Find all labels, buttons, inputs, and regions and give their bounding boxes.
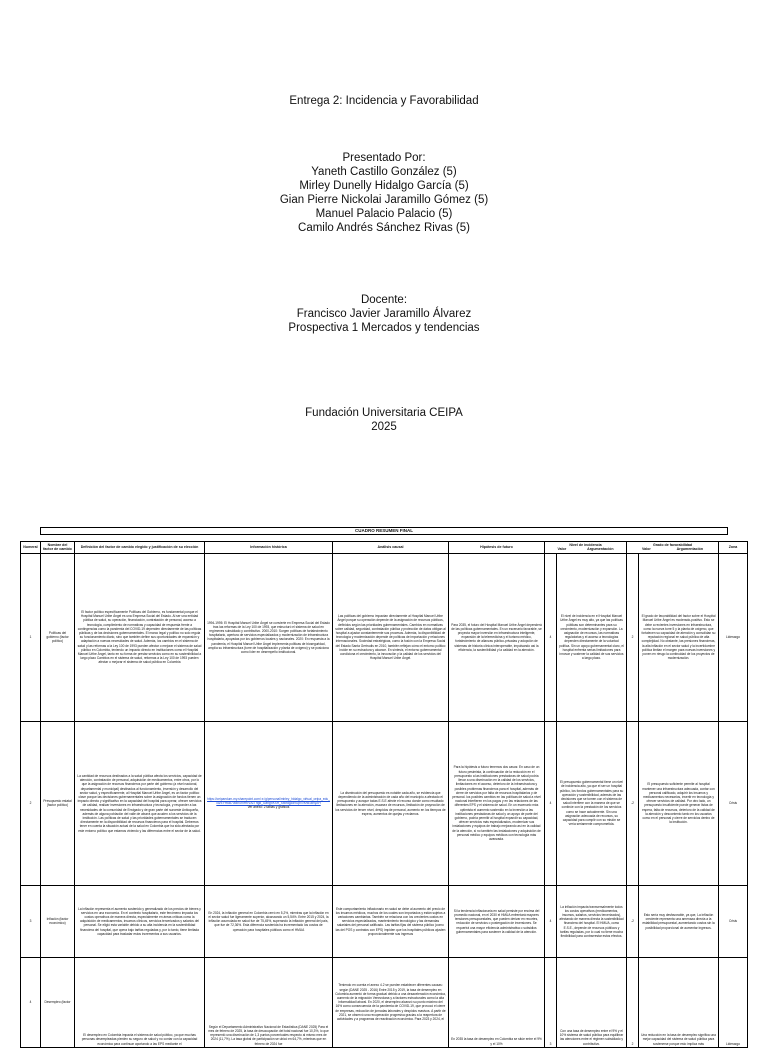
header-favorabilidad: [627, 542, 719, 554]
header-zona: Zona: [719, 542, 748, 554]
cell-zona: Crisis: [719, 721, 748, 885]
teacher-label: Docente:: [360, 294, 408, 306]
cell-favorabilidad-argumentacion: Esto sería muy desfavorable, ya que, La inflación creciente representa una amenaza directa a la estabilidad presupuestal, aumentando costos sin la posibilidad proporcional de aumentar ingresos.: [639, 885, 719, 957]
header-definicion: Definición del factor de cambio elegido y justificación de su elección: [75, 542, 205, 554]
header-valor: Valor: [557, 547, 567, 552]
cell-causal: Las políticas del gobierno impactan directamente al Hospital Manuel Uribe Ángel porque su operación depende de la asignación de recursos públicos, definidos según las prioridades gubernamentales. Cambios en normativas sobre calidad, seguridad, contratación pública y protección de datos obligan al hospital a ajustar constantemente sus procesos. Además, la disponibilidad de tecnología y modernización depende de políticas de importación y relaciones internacionales. Sociedad estratégicas, como la fusión con la Empresa Social del Estado Santa Gertrudis en 2010, también reflejan cómo el entorno político incide en su estructura y alcance. En síntesis, el entorno gubernamental condiciona el crecimiento, la innovación y la calidad de los servicios del Hospital Manuel Uribe Ángel.: [333, 553, 449, 721]
header-favorabilidad-sub: [629, 547, 716, 551]
table-row: [21, 885, 748, 957]
cell-favorabilidad-argumentacion: Una reducción en la tasa de desempleo significa una mejor capacidad del sistema de salud pública para sostenerse porque esto implica más: [639, 957, 719, 1047]
historica-link[interactable]: https://ceipaedum-my.sharepoint.com/:x:/g/personal/mirley_hidalgo_virtual_ceipa_edu_co/EYH6B7ut4K0nIHKVzZThg8_Gang9XSH_Sxkfdg3d9Gpx7ezw1B9yZH: [207, 797, 330, 806]
cell-favorabilidad-valor: -2: [627, 721, 639, 885]
header-hipotesis: Hipótesis de futuro: [449, 542, 545, 554]
presented-by-label: Presentado Por:: [342, 152, 426, 164]
cell-hipotesis: En 2035 la tasa de desempleo en Colombia se sitúe entre el 9% y el 10%: [449, 957, 545, 1047]
author-name: Manuel Palacio Palacio (5): [315, 208, 453, 220]
cell-zona: Liderazgo: [719, 957, 748, 1047]
course-name: Prospectiva 1 Mercados y tendencias: [288, 322, 480, 334]
author-name: Mirley Dunelly Hidalgo García (5): [299, 180, 469, 192]
author-name: Yaneth Castillo González (5): [311, 166, 457, 178]
historica-note: Ver anexo: 2 tablas y gráficos: [247, 805, 290, 810]
document-title: Entrega 2: Incidencia y Favorabilidad: [289, 95, 479, 107]
cell-incidencia-argumentacion: La inflación impacta transversalmente todos los costos operativos (medicamentos, insumos, salarios, servicios tercerizados), afectando de manera directa la sostenibilidad financiera del hospital. El HMUA, como E.S.E., depende de recursos públicos y tarifas reguladas, por lo cual no tiene mucha flexibilidad para contrarrestar estos efectos.: [557, 885, 627, 957]
cell-definicion: La inflación representa el aumento sostenido y generalizado de los precios de bienes y servicios en una economía. En el contexto hospitalario, este fenómeno impacta los costos operativos de manera directa, especialmente en áreas críticas como la adquisición de medicamentos, insumos clínicos, servicios tercerizados y salarios del personal. Se eligió esta variable debido a su alta incidencia en la sostenibilidad financiera del hospital, que opera bajo tarifas reguladas y, por lo tanto, tiene limitada capacidad para trasladar estos incrementos a sus usuarios.: [75, 885, 205, 957]
cell-incidencia-argumentacion: Con una tasa de desempleo entre el 9% y el 10% sistema de salud pública para equilibrar las atenciones entre el régimen subsidiado y contributivo.: [557, 957, 627, 1047]
cell-causal: Teniendo en cuenta el anexo 4.2 se pueden establecer diferentes causas: según (DANE 2025 - 2016) Entre 2015 y 2019, la tasa de desempleo en Colombia aumentó de forma gradual debido a una desaceleración económica, aumento de la migración Venezolana y a factores estructurales como la alta informalidad laboral. En 2020, el desempleo alcanzó su punto máximo del 16% como consecuencia de la pandemia de COVID-19, que provocó el cierre de empresas, reducción de jornadas laborales y despidos masivos. A partir de 2021, se observó una recuperación progresiva gracias a la reapertura de actividades y a programas de reactivación económica. Para 2023 y 2024, el: [333, 957, 449, 1047]
cell-incidencia-valor: 4: [545, 553, 557, 721]
cell-favorabilidad-argumentacion: El grado de favorabilidad del factor sobre el Hospital Manuel Uribe Ángel es moderado-positivo. Esto se debe a recientes inversiones en infraestructura, como la nueva torre 5 y la planta de oxígeno, que fortalecen su capacidad de atención y consolidan su reputación regional en salud pública de alta complejidad. No obstante, las presiones financieras, la alta inflación en el sector salud y la incertidumbre política limitan el margen para nuevas inversiones y ponen en riesgo la continuidad de los proyectos de modernización.: [639, 553, 719, 721]
cell-definicion: La cantidad de recursos destinados a la salud pública afecta los servicios, capacidad de atención, contratación de personal, adquisición de medicamentos, entre otros, por lo que la asignación de recursos financieros por parte del gobierno (a nivel nacional, departamental y municipal) destinados al funcionamiento, inversión y desarrollo del sector salud, y específicamente, al Hospital Manuel Uribe Ángel, es un factor político clave porque las decisiones gubernamentales sobre la asignación de fondos tienen un impacto directo y significativo en la capacidad del hospital para operar, ofrecer servicios de calidad, realizar inversiones en infraestructura y tecnología, y responder a las necesidades de la comunidad de Envigado y de gran parte del suroeste Antioqueño, además de alguna población del valle de aburrá que acuden a los servicios de la institución. Las políticas de salud y las prioridades gubernamentales se traducen directamente en la disponibilidad de recursos financieros para el hospital. Debemos tener en cuenta la situación actual de la salud en Colombia que ha sido afectada por este entorno político que estamos viviendo y las diferencias entre el sector de la salud.: [75, 721, 205, 885]
cell-historica: Según el Departamento Administrativo Nacional de Estadística (DANE 2025) Para el mes de febrero de 2025, la tasa de desocupación del total nacional fue 10,3%, lo que representó una disminución de 1,3 puntos porcentuales respecto al mismo mes de 2024 (11,7%). La tasa global de participación se ubicó en 64,7%, mientras que en febrero de 2024 fue: [205, 957, 333, 1047]
cell-incidencia-valor: 4: [545, 885, 557, 957]
cell-historica: En 2024, la inflación general en Colombia cerró en 5,2%, mientras que la inflación en el sector salud fue ligeramente superior, alcanzando un 5,54%. Entre 2015 y 2024, la inflación acumulada en salud fue de 75,45%, superando la inflación general del país, que fue de 72,36%. Esta diferencia sostenida ha incrementado los costos de operación para hospitales públicos como el HMUA: [205, 885, 333, 957]
header-argumentacion: Argumentación: [676, 547, 704, 552]
cell-numeral: 3: [21, 885, 41, 957]
cell-historica: 1994-1995: El Hospital Manuel Uribe Ángel se convierte en Empresa Social del Estado tras las reformas de la Ley 100 de 1993, que estructuró el sistema de salud en regímenes subsidiado y contributivo. 2000-2010: Surgen políticas de fortalecimiento hospitalario, apertura de servicios especializados y modernización de infraestructura hospitalaria, apoyadas por los gobiernos locales y nacionales. 2020: En respuesta a la pandemia, el Hospital Manuel Uribe Ángel implementa políticas de bioseguridad, amplía su infraestructura (torre de hospitalización y planta de oxígeno) y se posiciona como líder en desempeño institucional.: [205, 553, 333, 721]
cell-favorabilidad-argumentacion: El presupuesto suficiente permite al hospital mantener una infraestructura adecuada, contar con personal calificado, adquirir los insumos y medicamentos necesarios, invertir en tecnología y ofrecer servicios de calidad. Por otro lado, un presupuesto insuficiente puede generar listas de espera, falta de recursos, deterioro de la calidad de la atención y descontento tanto en los usuarios como en el personal y cierre de servicios dentro de la institución.: [639, 721, 719, 885]
cell-factor: Inflación (factor económico): [41, 885, 75, 957]
cell-incidencia-valor: 4: [545, 721, 557, 885]
cell-favorabilidad-valor: -2: [627, 885, 639, 957]
table-caption: CUADRO RESUMEN FINAL: [40, 527, 728, 535]
institution-name: Fundación Universitaria CEIPA: [305, 407, 463, 419]
header-row: [21, 542, 748, 554]
cell-numeral: 1: [21, 553, 41, 721]
cell-zona: Liderazgo: [719, 553, 748, 721]
cell-factor: Desempleo (factor: [41, 957, 75, 1047]
cell-definicion: El desempleo en Colombia impacta el sistema de salud público, ya que muchas personas desempleadas pierden su seguro de salud y no contar con la capacidad económica para continuar aportando a las EPS mediante el: [75, 957, 205, 1047]
cell-numeral: 2: [21, 721, 41, 885]
author-name: Camilo Andrés Sánchez Rivas (5): [298, 222, 470, 234]
summary-table: [20, 541, 748, 1048]
cell-favorabilidad-valor: 2: [627, 957, 639, 1047]
header-numeral: Numeral: [21, 542, 41, 554]
header-factor: Nombre del factor de cambio: [41, 542, 75, 554]
table-row: [21, 721, 748, 885]
cell-causal: Este comportamiento inflacionario en salud se debe al aumento del precio de los insumos médicos, muchos de los cuales son importados y están sujetos a variaciones cambiarias. También se relaciona con los crecientes costos en servicios especializados, mantenimiento tecnológico y las demandas salariales del personal calificado. Las tarifas fijas del sistema público (como las del POS y contratos con EPS) impiden que los hospitales públicos ajusten proporcionalmente sus ingresos: [333, 885, 449, 957]
header-incidencia-sub: [547, 547, 624, 551]
cell-definicion: El factor político específicamente Políticas del Gobierno, es fundamental porque el Hospital Manuel Uribe Ángel es una Empresa Social del Estado. Al ser una entidad pública de salud, su operación, financiación, contratación de personal, acceso a tecnología, cumplimiento de normativas y capacidad de respuesta frente a contingencias como la pandemia del COVID-19 dependen directamente de las políticas públicas y de las decisiones gubernamentales. El marco legal y político no solo regula su funcionamiento diario, sino que también define sus oportunidades de expansión y adaptación a nuevas necesidades de salud. Además, los cambios en el sistema de salud y las reformas a la Ley 100 de 1993 pueden afectar o mejorar el sistema de salud público en Colombia, teniendo un impacto directo en instituciones como el Hospital Manuel Uribe Ángel, tanto en su forma de prestar servicios como en su sostenibilidad a largo plazo Cambios en el sistema de salud, reformas a la Ley 100 de 1993 pueden afectar o mejorar el sistema de salud pública en Colombia: [75, 553, 205, 721]
cell-favorabilidad-valor: 2: [627, 553, 639, 721]
cell-incidencia-argumentacion: El presupuesto gubernamental tiene un nivel de incidencia alto, ya que el ser un hospital público, los fondos gubernamentales para su operación y sostenibilidad, además de las decisiones que se tomen con el sistema de salud interfiere con la manera de que se continúe con la prestación de los servicios como se hace actualmente. Sin una asignación adecuada de recursos, su capacidad para cumplir con su misión se vería seriamente comprometida.: [557, 721, 627, 885]
cell-hipotesis: Para 2035, el futuro del Hospital Manuel Uribe Ángel dependerá de las políticas gubernamentales. En un escenario favorable, se proyecta mayor inversión en infraestructura inteligente, expansión de la telemedicina y el turismo médico, fortalecimiento de alianzas público-privadas y adopción de sistemas de historia clínica interoperable, impulsando así la eficiencia, la sostenibilidad y la calidad en la atención.: [449, 553, 545, 721]
cell-historica: [205, 721, 333, 885]
table-row: [21, 553, 748, 721]
cell-causal: La disminución del presupuesto es notable cada año, se evidencia que dependiendo de la administración de cada año del municipio a afectado el presupuesto y aunque todas E.S.E afecte el recurso donde como resultado limitaciones en la atención, escasez de recursos, limitación de proyección de los servicios de tercer nivel, despidos de personal, aumento en los tiempos de espera, aumentos de quejas y reclamos.: [333, 721, 449, 885]
cell-numeral: 4: [21, 957, 41, 1047]
header-incidencia: [545, 542, 627, 554]
header-valor: Valor: [641, 547, 651, 552]
header-historica: Información histórica: [205, 542, 333, 554]
year: 2025: [371, 421, 397, 433]
header-argumentacion: Argumentación: [587, 547, 614, 552]
cell-zona: Crisis: [719, 885, 748, 957]
cell-factor: Presupuesto estatal (factor político): [41, 721, 75, 885]
author-name: Gian Pierre Nickolai Jaramillo Gómez (5): [279, 194, 489, 206]
cell-incidencia-argumentacion: El nivel de incidencia en el Hospital Manuel Uribe Ángel es muy alto, ya que las políticas públicas son determinantes para su crecimiento, modernización y expansión. La asignación de recursos, las normativas regulatorias y el acceso a tecnologías dependen directamente de la voluntad política. Sin un apoyo gubernamental claro, el hospital enfrenta serias limitaciones para innovar y sostener la calidad de sus servicios a largo plazo.: [557, 553, 627, 721]
teacher-name: Francisco Javier Jaramillo Álvarez: [296, 308, 472, 320]
cell-hipotesis: Si la tendencia inflacionaria en salud persiste por encima del promedio nacional, en el 2030 el HMUA enfrentará mayores tensiones presupuestales, que pueden derivar en recortes, reducción de servicios o postergación de inversiones. Se requerirá una mayor eficiencia administrativa o subsidios gubernamentales para sostener la calidad de la atención.: [449, 885, 545, 957]
header-favorabilidad-label: Grado de favorabilidad: [652, 543, 693, 547]
table-row: [21, 957, 748, 1047]
cell-factor: Políticas del gobierno (factor político): [41, 553, 75, 721]
cell-hipotesis: Para la hipótesis a futuro tenemos dos casos: En caso de un futuro pesimista, la continuación de la reducción en el presupuesto a las instituciones prestadoras de salud podría llevar a una disminución en la calidad de los servicios, limitaciones en el acceso, deterioro de la infraestructura y posibles problemas financieros para el hospital, además de cierre de servicios por falta de recursos hospitalarios y de personal. los posibles cambios en las políticas de salud a nivel nacional interfieren en los pagos y en las relaciones de las diferentes EPS y el sistema de salud. En un escenario más optimista el aumento sostenido en la inversión a las instituciones prestadoras de salud y un apoyo de parte del gobierno, podría permitir al hospital expandir su capacidad, ofrecer servicios más especializados, modernizar sus instalaciones y equipos de trabajo mejorando así en la calidad de la atención, si no también las instalaciones y adquisición de personal médico y equipos médicos con tecnología más avanzada.: [449, 721, 545, 885]
cell-incidencia-valor: 3: [545, 957, 557, 1047]
header-causal: Análisis causal: [333, 542, 449, 554]
summary-sheet: [23, 527, 767, 1048]
header-incidencia-label: Nivel de incidencia: [569, 543, 602, 547]
